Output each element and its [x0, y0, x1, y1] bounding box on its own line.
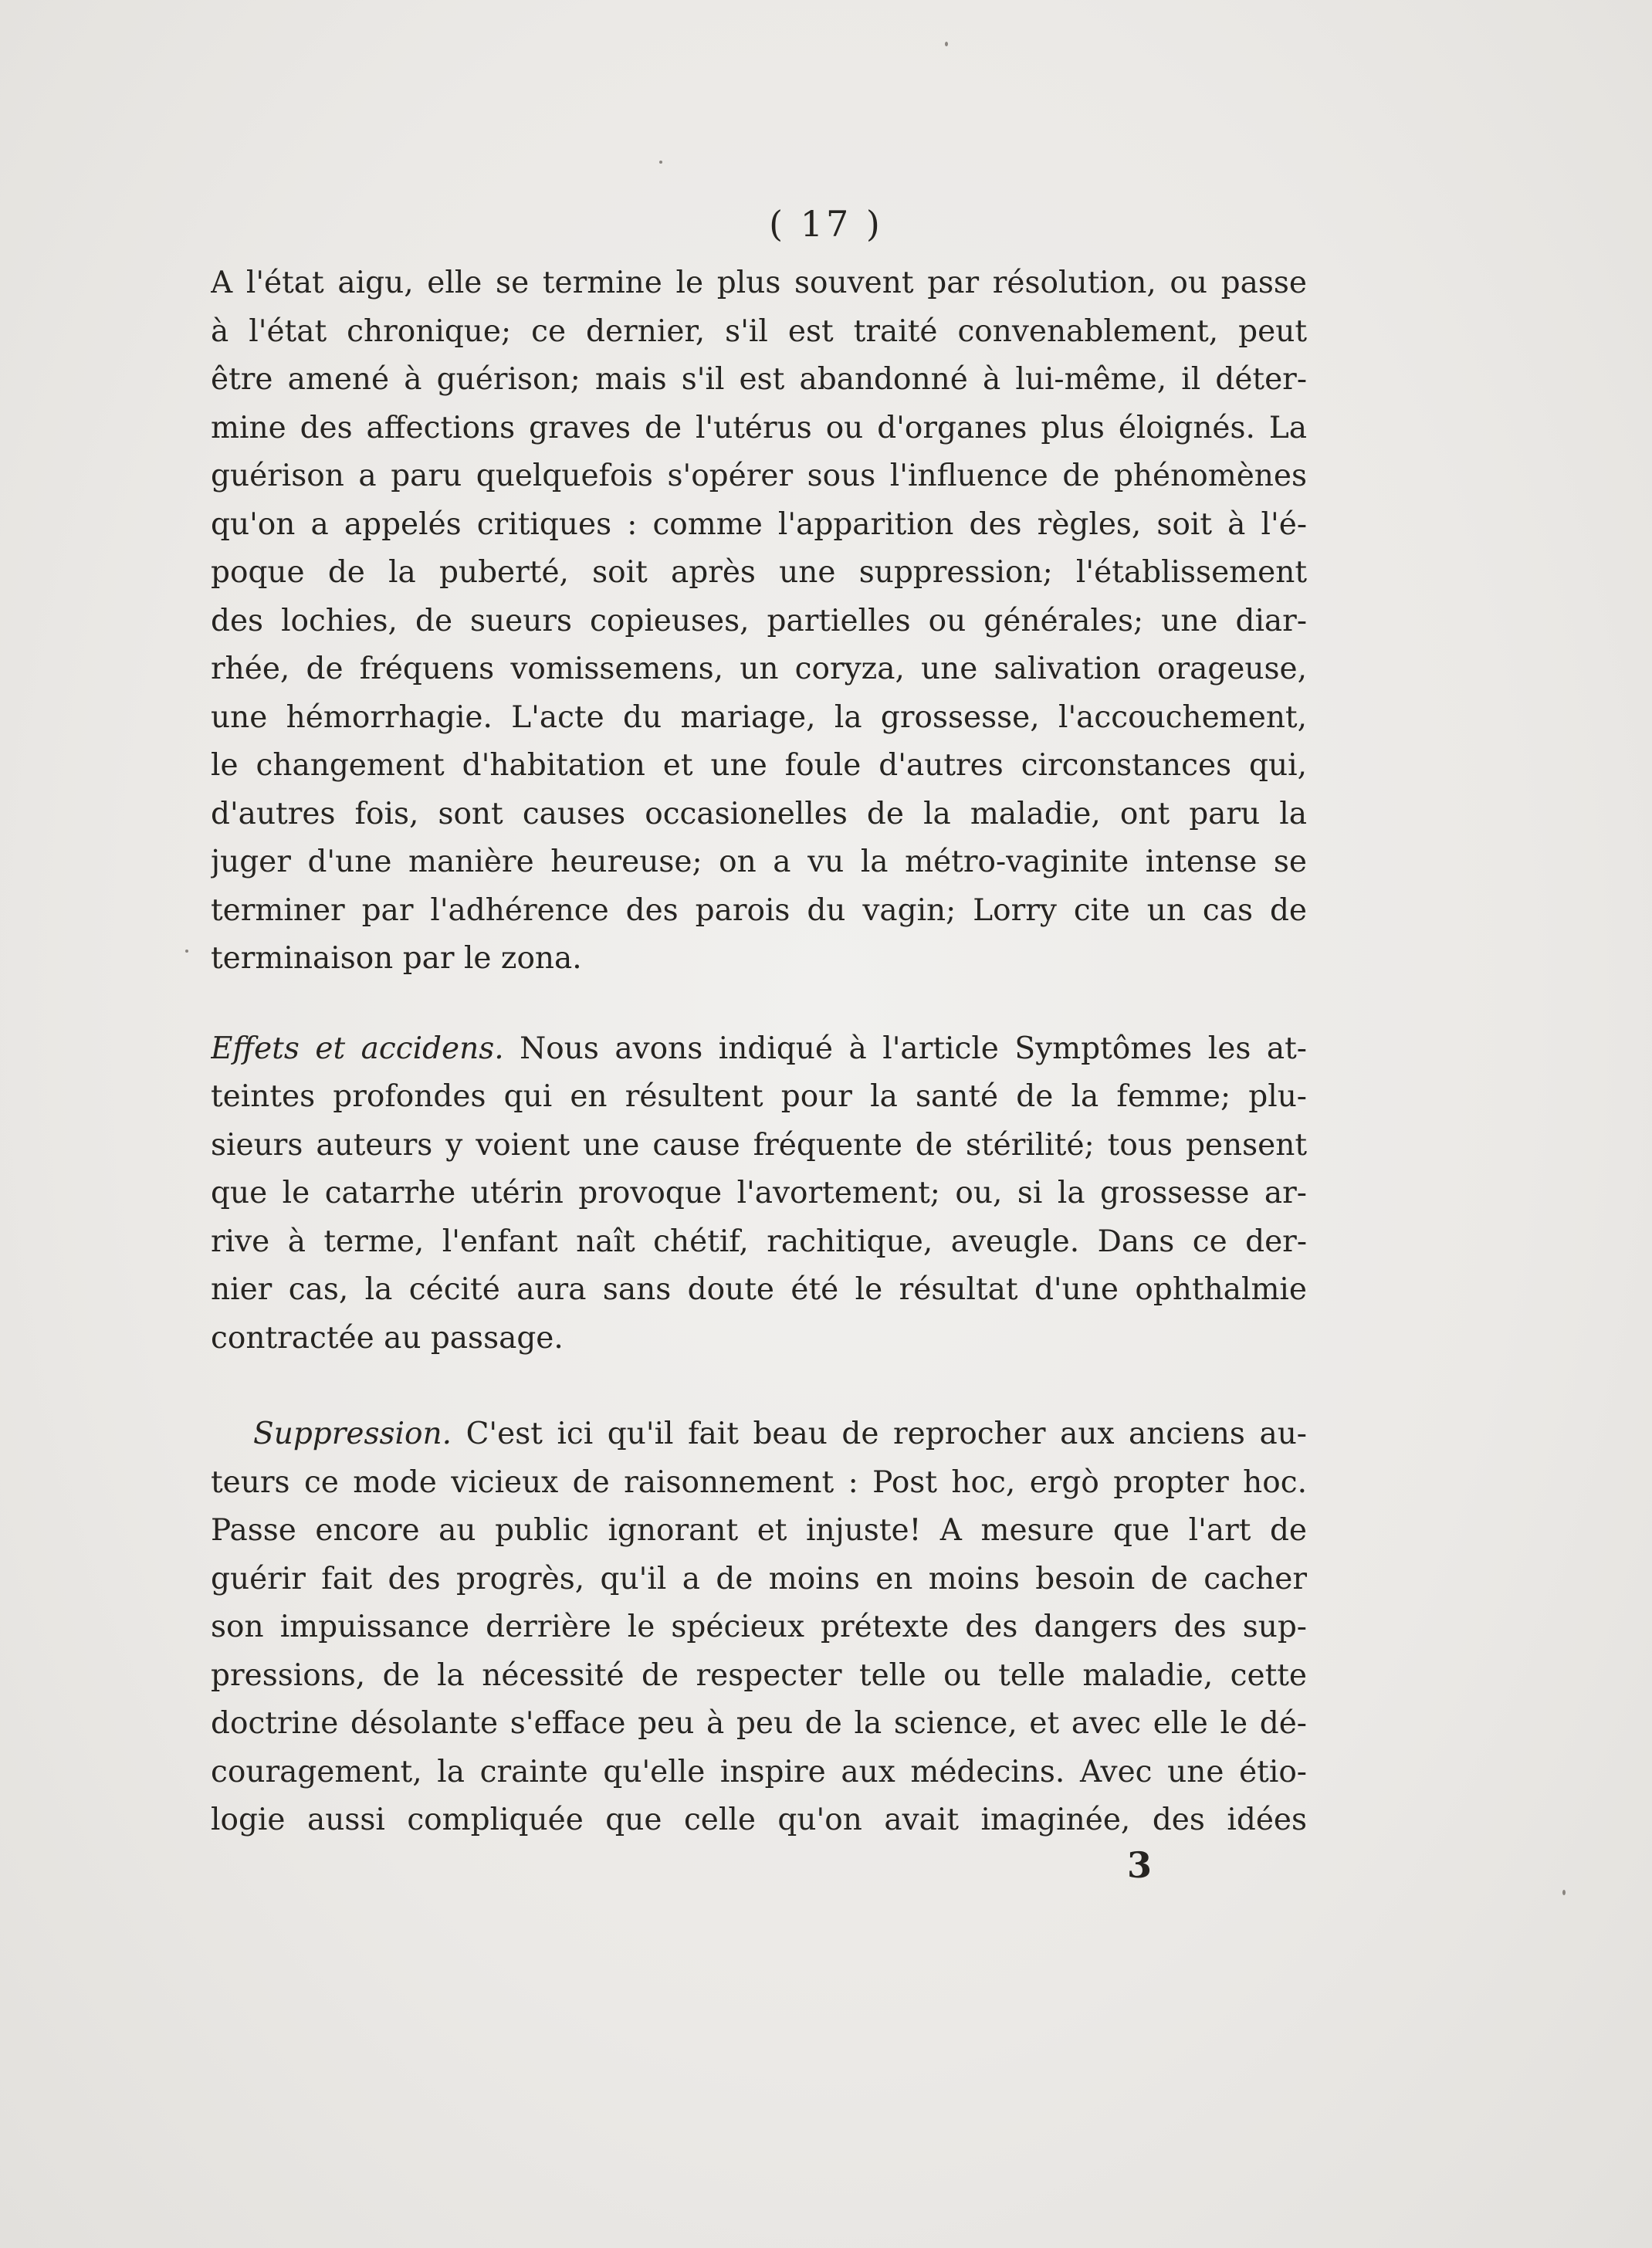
text-line: juger d'une manière heureuse; on a vu la métro-vaginite intense se [211, 845, 1307, 879]
text-line-body: Nous avons indiqué à l'article Symptômes les at- [520, 1031, 1307, 1066]
text-line: guérir fait des progrès, qu'il a de moins en moins besoin de cacher [211, 1561, 1307, 1596]
paper-speck [1562, 1890, 1566, 1895]
text-line [211, 1410, 1307, 1459]
text-line: le changement d'habitation et une foule d'autres circonstances qui, [211, 748, 1307, 783]
text-line: des lochies, de sueurs copieuses, partielles ou générales; une diar- [211, 603, 1307, 638]
paragraph-gap [211, 1363, 1307, 1410]
text-line: poque de la puberté, soit après une suppression; l'établissement [211, 555, 1307, 590]
paragraph-3 [211, 1410, 1307, 1845]
section-heading-effets: Effets et accidens. [211, 1031, 504, 1066]
text-line: guérison a paru quelquefois s'opérer sous l'influence de phénomènes [211, 459, 1307, 493]
text-line-body: C'est ici qu'il fait beau de reprocher aux anciens au- [465, 1417, 1307, 1451]
text-line [211, 1025, 1307, 1074]
paragraph-1 [211, 259, 1307, 984]
text-line: A l'état aigu, elle se termine le plus souvent par résolution, ou passe [211, 266, 1307, 300]
text-line: pressions, de la nécessité de respecter telle ou telle maladie, cette [211, 1657, 1307, 1693]
text-line: terminaison par le zona. [211, 941, 582, 976]
text-line: couragement, la crainte qu'elle inspire aux médecins. Avec une étio- [211, 1754, 1307, 1789]
text-line: mine des affections graves de l'utérus ou d'organes plus éloignés. La [211, 410, 1307, 445]
paper-speck [659, 161, 662, 164]
text-line: teintes profondes qui en résultent pour la santé de la femme; plu- [211, 1079, 1307, 1114]
text-line: d'autres fois, sont causes occasionelles de la maladie, ont paru la [211, 796, 1307, 831]
text-line: logie aussi compliquée que celle qu'on avait imaginée, des idées [211, 1803, 1307, 1837]
paragraph-gap [211, 984, 1307, 1025]
page-number-header: ( 17 ) [769, 203, 883, 245]
text-line: doctrine désolante s'efface peu à peu de la science, et avec elle le dé- [211, 1706, 1307, 1741]
text-line: sieurs auteurs y voient une cause fréquente de stérilité; tous pensent [211, 1127, 1307, 1163]
text-line: contractée au passage. [211, 1320, 564, 1356]
text-line: être amené à guérison; mais s'il est abandonné à lui-même, il déter- [211, 362, 1307, 397]
section-heading-suppression: Suppression. [253, 1417, 452, 1451]
text-line: une hémorrhagie. L'acte du mariage, la grossesse, l'accouchement, [211, 699, 1307, 735]
text-line: son impuissance derrière le spécieux prétexte des dangers des sup- [211, 1610, 1307, 1644]
paragraph-2 [211, 1025, 1307, 1363]
text-line: teurs ce mode vicieux de raisonnement : Post hoc, ergò propter hoc. [211, 1464, 1307, 1500]
body-text [211, 259, 1307, 1845]
signature-mark: 3 [1127, 1844, 1153, 1886]
text-line: rhée, de fréquens vomissemens, un coryza, une salivation orageuse, [211, 652, 1307, 686]
text-line: rive à terme, l'enfant naît chétif, rachitique, aveugle. Dans ce der- [211, 1224, 1307, 1259]
text-line: nier cas, la cécité aura sans doute été le résultat d'une ophthalmie [211, 1272, 1307, 1307]
text-line: à l'état chronique; ce dernier, s'il est traité convenablement, peut [211, 313, 1307, 349]
text-line: que le catarrhe utérin provoque l'avortement; ou, si la grossesse ar- [211, 1176, 1307, 1210]
text-line: qu'on a appelés critiques : comme l'apparition des règles, soit à l'é- [211, 506, 1307, 542]
text-line: Passe encore au public ignorant et injuste! A mesure que l'art de [211, 1513, 1307, 1548]
text-line: terminer par l'adhérence des parois du vagin; Lorry cite un cas de [211, 892, 1307, 928]
paper-speck [185, 950, 188, 953]
paper-speck [945, 42, 948, 46]
